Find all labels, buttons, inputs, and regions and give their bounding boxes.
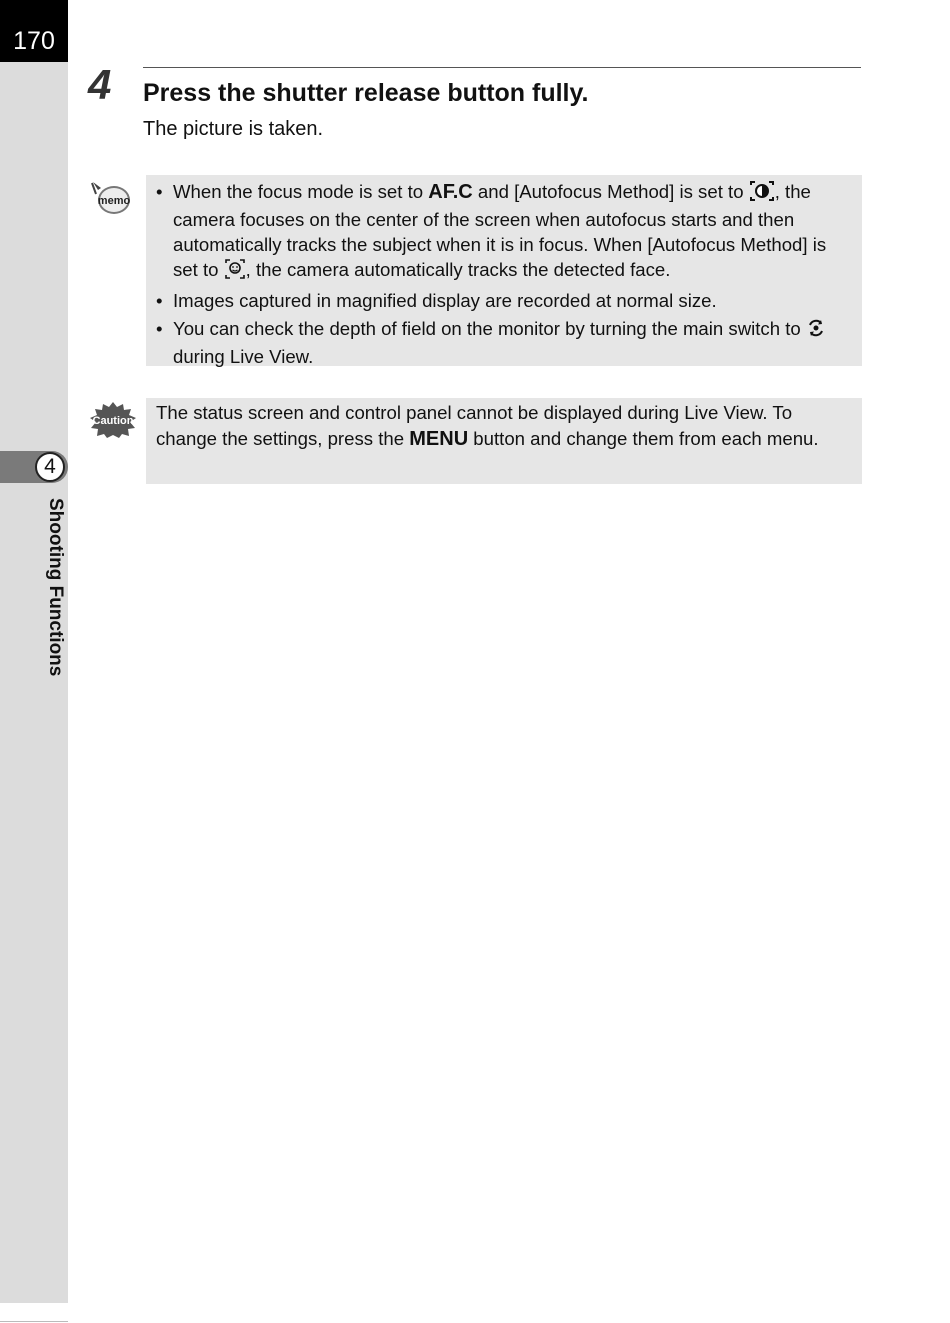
memo-bullet-text: Images captured in magnified display are recorded at normal size. (173, 290, 717, 311)
step-body: The picture is taken. (143, 118, 324, 140)
caution-text: button and change them from each menu. (468, 427, 819, 449)
memo-bullet: • You can check the depth of field on the monitor by turning the main switch to during Live View. (156, 316, 852, 369)
chapter-number: 4 (35, 452, 65, 482)
caution-icon-label: Caution (92, 415, 134, 427)
memo-bullet-text: You can check the depth of field on the monitor by turning the main switch to (173, 318, 806, 339)
memo-bullet: • When the focus mode is set to AF.C and [Autofocus Method] is set to , the camera focuses on the center of the screen when autofocus starts and then automatically tracks the subject when it is in focus. When [Autofocus Method] is set to , the camera automatically tracks the detected face. (156, 179, 852, 285)
page-number: 170 (13, 27, 55, 55)
memo-bullet-text: , the camera focuses on the center of the screen when autofocus starts and then automatically tracks the subject when it is in focus. When [Autofocus Method] is set to (173, 181, 827, 280)
menu-button-label: MENU (409, 427, 469, 450)
memo-bullet-text: When the focus mode is set to (173, 181, 429, 202)
step-divider (143, 67, 861, 68)
face-detection-icon (224, 259, 246, 285)
step-number: 4 (88, 61, 112, 108)
caution-box (146, 398, 862, 484)
memo-bullet-text: during Live View. (173, 346, 314, 367)
memo-icon-label: memo (97, 195, 131, 207)
step-title: Press the shutter release button fully. (143, 79, 589, 107)
chapter-title-container (40, 498, 68, 708)
memo-bullet: • Images captured in magnified display are recorded at normal size. (156, 290, 717, 311)
bottom-rule (0, 1321, 68, 1322)
caution-icon (88, 401, 138, 439)
memo-bullet-text: and [Autofocus Method] is set to (472, 181, 749, 202)
preview-switch-icon (806, 318, 826, 344)
afc-mode-label: AF.C (428, 181, 473, 203)
memo-box (146, 175, 862, 366)
caution-text: The status screen and control panel cannot be displayed during Live View. To change the settings, press the (156, 402, 793, 449)
multi-area-af-icon (749, 181, 775, 207)
chapter-title: Shooting Functions (45, 498, 66, 677)
memo-icon (90, 180, 132, 216)
memo-bullet-text: , the camera automatically tracks the detected face. (245, 259, 671, 280)
